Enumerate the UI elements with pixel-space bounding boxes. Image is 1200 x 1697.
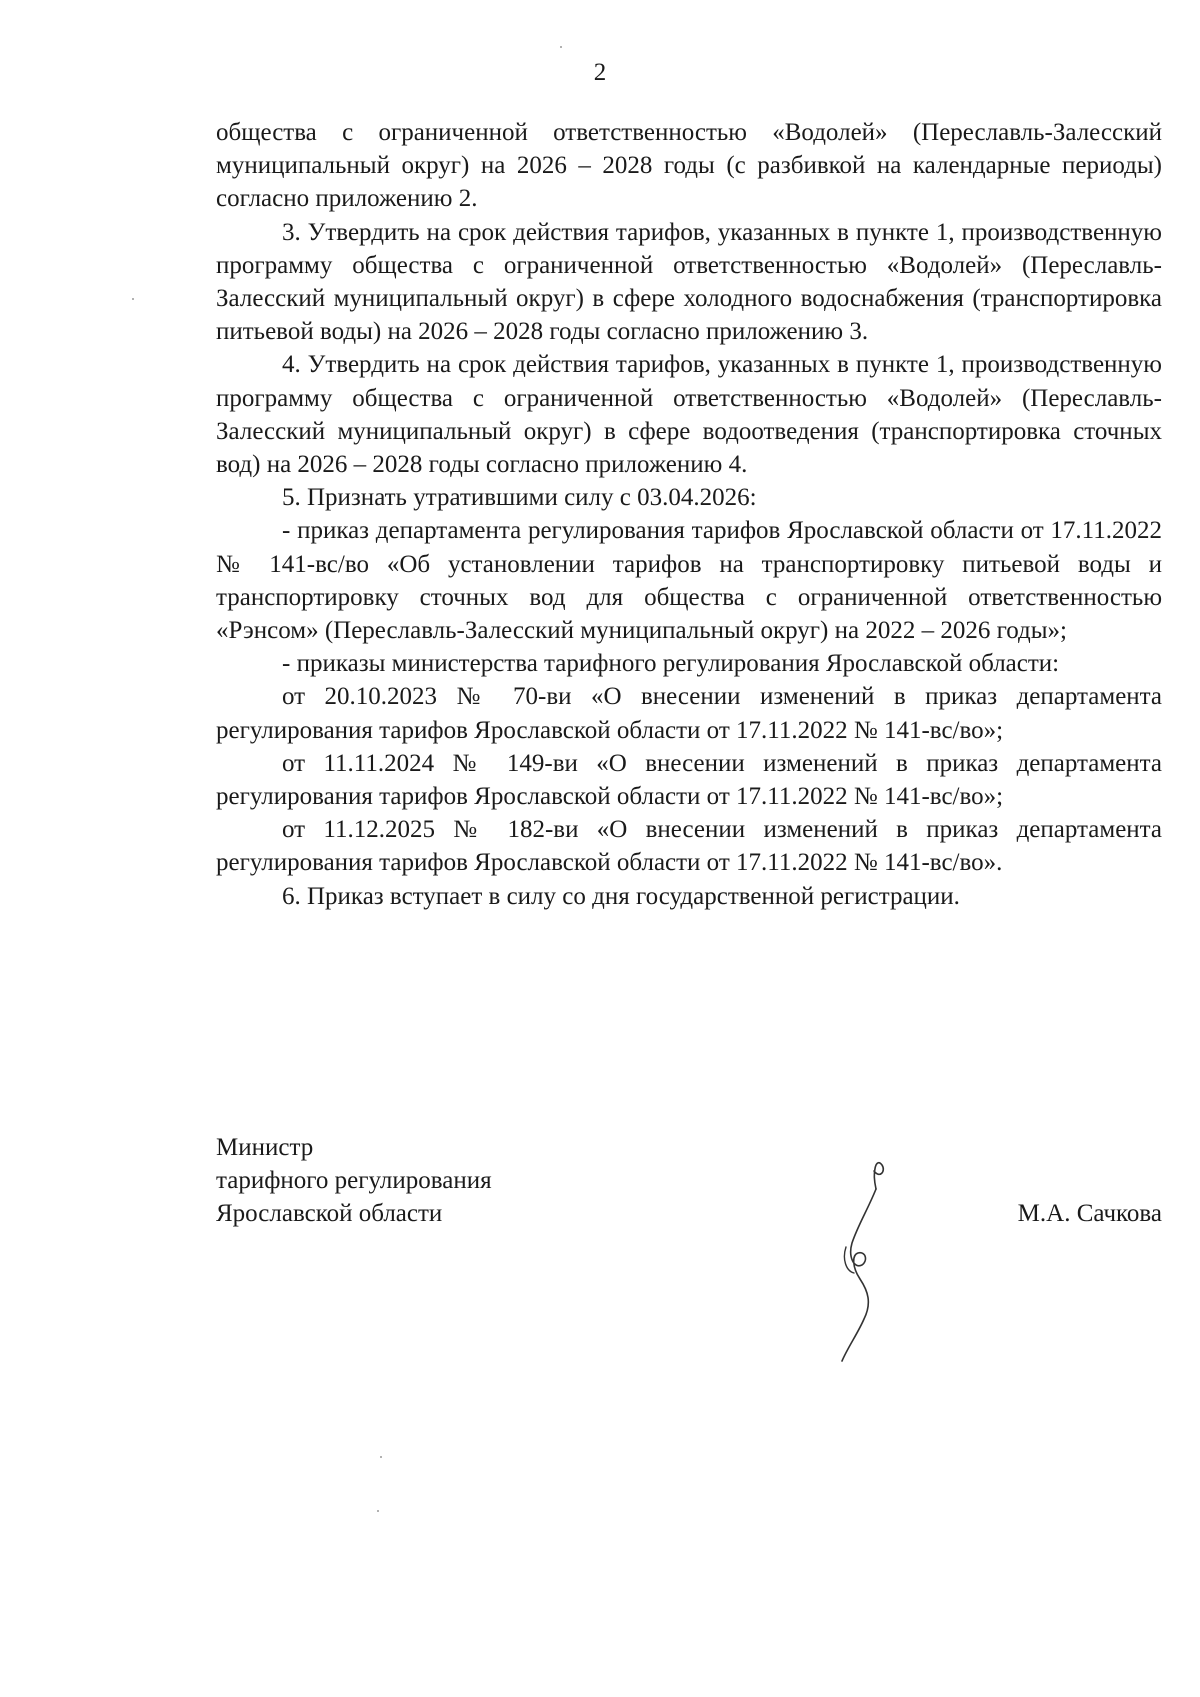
paragraph-repealed-order: - приказ департамента регулирования тарифов Ярославской области от 17.11.2022 № 141-вс/во «Об установлении тарифов на транспортировку питьевой воды и транспортировку сточных вод для общества с ограниченной ответственностью «Рэнсом» (Переславль-Залесский муниципальный округ) на 2022 – 2026 годы»; <box>216 517 1162 645</box>
paragraph-amendment-2024: от 11.11.2024 № 149-ви «О внесении изменений в приказ департамента регулирования тарифов Ярославской области от 17.11.2022 № 141-вс/во»; <box>216 749 1162 811</box>
paragraph-repealed-orders-intro: - приказы министерства тарифного регулирования Ярославской области: <box>282 650 1060 678</box>
scan-speck <box>132 298 134 300</box>
paragraph-item-4: 4. Утвердить на срок действия тарифов, указанных в пункте 1, производственную программу общества с ограниченной ответственностью «Водолей» (Переславль-Залесский муниципальный округ) в сфере водоотведения (транспортировка сточных вод) на 2026 – 2028 годы согласно приложению 4. <box>216 351 1162 479</box>
paragraph-amendment-2023: от 20.10.2023 № 70-ви «О внесении изменений в приказ департамента регулирования тарифов Ярославской области от 17.11.2022 № 141-вс/во»; <box>216 683 1162 744</box>
handwritten-signature <box>816 1157 926 1362</box>
paragraph-item-5: 5. Признать утратившими силу с 03.04.2026: <box>282 484 757 512</box>
paragraph-item-3: 3. Утвердить на срок действия тарифов, указанных в пункте 1, производственную программу общества с ограниченной ответственностью «Водолей» (Переславль-Залесский муниципальный округ) в сфере холодного водоснабжения (транспортировка питьевой воды) на 2026 – 2028 годы согласно приложению 3. <box>216 218 1162 346</box>
signer-position-line: Ярославской области <box>216 1200 443 1227</box>
page-number: 2 <box>593 59 607 86</box>
signer-position-line: Министр <box>216 1134 314 1161</box>
paragraph-amendment-2025: от 11.12.2025 № 182-ви «О внесении изменений в приказ департамента регулирования тарифов Ярославской области от 17.11.2022 № 141-вс/во». <box>216 816 1162 877</box>
scan-speck <box>377 1510 379 1512</box>
signer-position <box>216 1131 636 1230</box>
signer-name: М.А. Сачкова <box>1017 1200 1162 1227</box>
document-body <box>216 116 1162 913</box>
scan-speck <box>380 1456 382 1458</box>
signer-position-line: тарифного регулирования <box>216 1167 492 1194</box>
paragraph-continuation: общества с ограниченной ответственностью «Водолей» (Переславль-Залесский муниципальный округ) на 2026 – 2028 годы (с разбивкой на календарные периоды) согласно приложению 2. <box>216 119 1162 213</box>
signature-block <box>216 1131 1162 1341</box>
paragraph-item-6: 6. Приказ вступает в силу со дня государственной регистрации. <box>282 882 960 910</box>
scan-speck <box>560 46 562 48</box>
